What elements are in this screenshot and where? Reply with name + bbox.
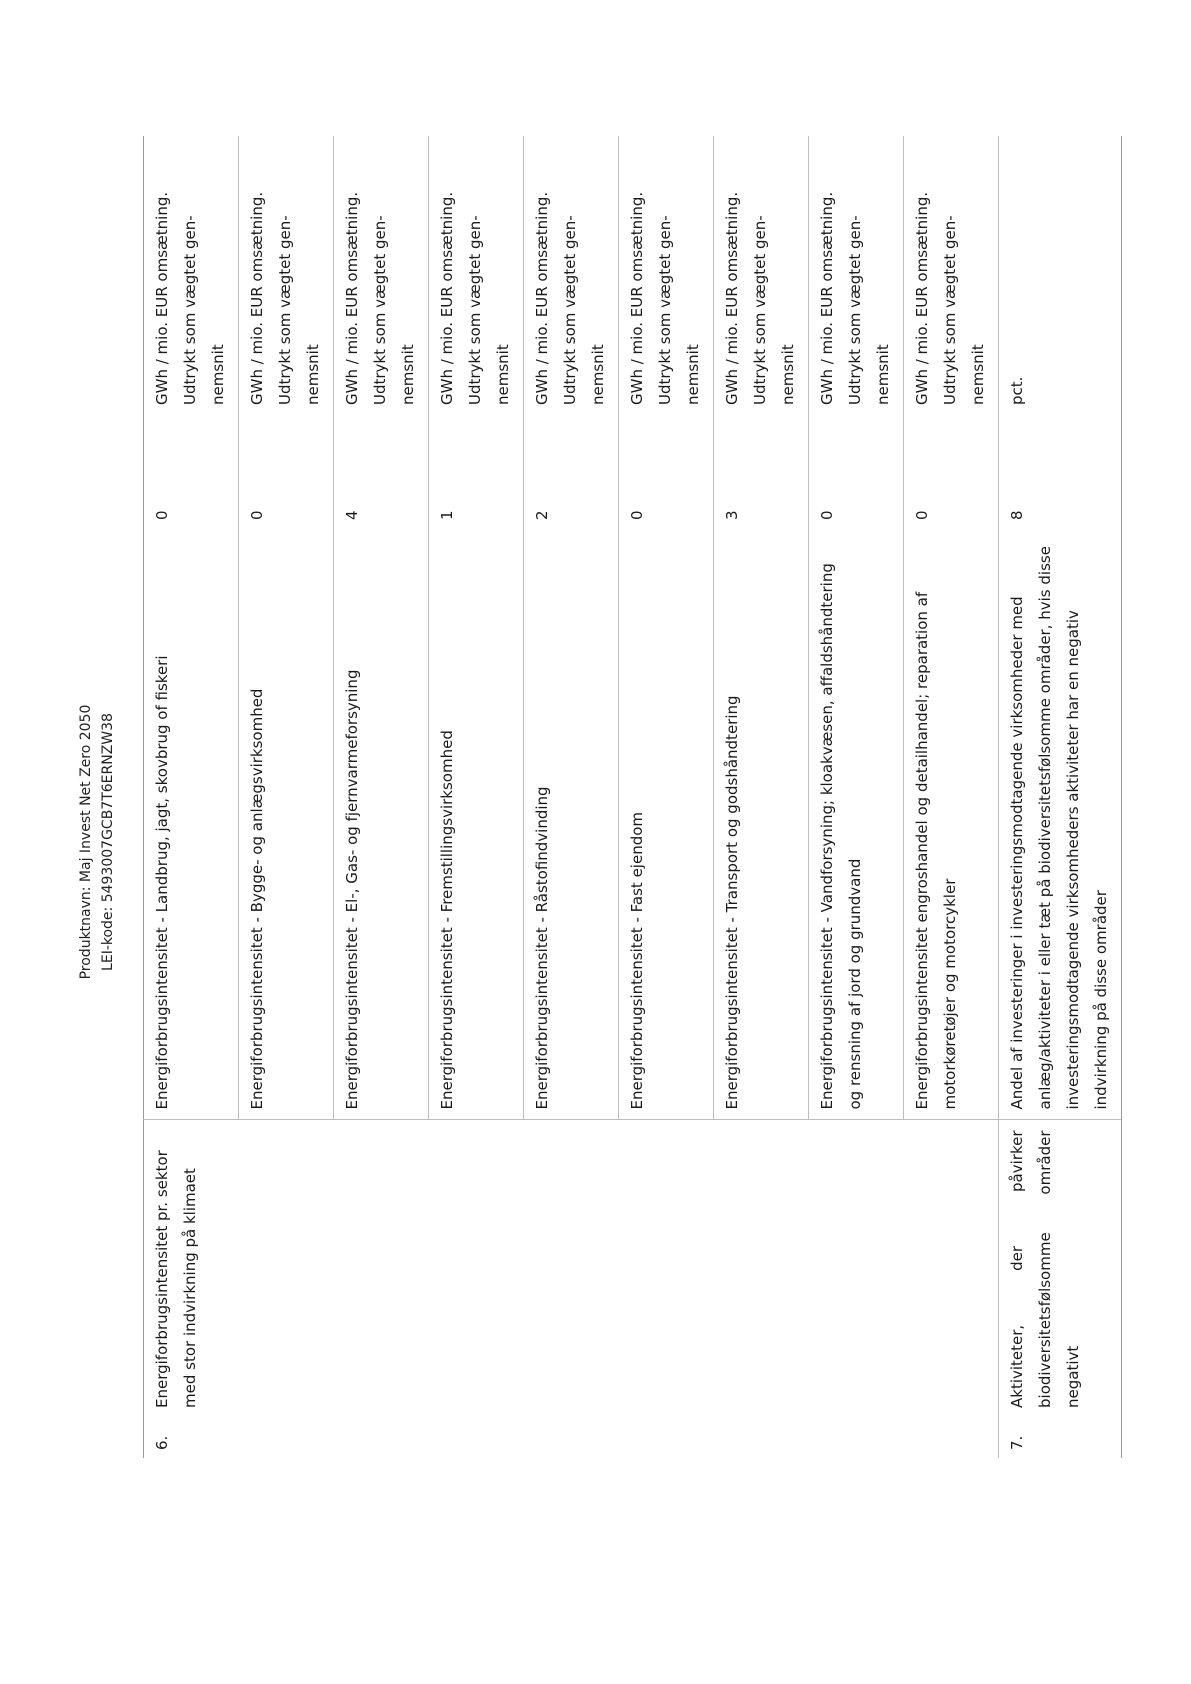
table-row xyxy=(524,136,619,1458)
unit-line: Udtrykt som vægtet gen- xyxy=(276,215,294,405)
metric-unit xyxy=(714,136,809,415)
unit-line: nemsnit xyxy=(494,344,512,405)
unit-line: Udtrykt som vægtet gen- xyxy=(846,215,864,405)
unit-line: Udtrykt som vægtet gen- xyxy=(656,215,674,405)
metric-unit xyxy=(144,136,239,415)
metric-label: Energiforbrugsintensitet - Råstofindvinding xyxy=(524,530,619,1120)
unit-line: nemsnit xyxy=(209,344,227,405)
indicator-number xyxy=(904,1418,999,1458)
unit-line: nemsnit xyxy=(589,344,607,405)
metric-unit xyxy=(999,136,1122,415)
unit-line: Udtrykt som vægtet gen- xyxy=(181,215,199,405)
metric-label: Energiforbrugsintensitet - Landbrug, jagt, skovbrug of fiskeri xyxy=(144,530,239,1120)
indicator-number xyxy=(809,1418,904,1458)
lei-code: LEI-kode: 5493007GCB7T6ERNZW38 xyxy=(100,713,116,971)
unit-line: GWh / mio. EUR omsætning. xyxy=(343,191,361,405)
unit-line: Udtrykt som vægtet gen- xyxy=(371,215,389,405)
table-row xyxy=(429,136,524,1458)
unit-line: Udtrykt som vægtet gen- xyxy=(751,215,769,405)
indicator-name xyxy=(904,1120,999,1418)
table-row xyxy=(619,136,714,1458)
product-name: Produktnavn: Maj Invest Net Zero 2050 xyxy=(78,704,94,980)
unit-line: GWh / mio. EUR omsætning. xyxy=(723,191,741,405)
metric-unit xyxy=(239,136,334,415)
table-row xyxy=(809,136,904,1458)
indicator-number xyxy=(714,1418,809,1458)
unit-line: nemsnit xyxy=(304,344,322,405)
unit-line: GWh / mio. EUR omsætning. xyxy=(628,191,646,405)
metric-label: Energiforbrugsintensitet - El-, Gas- og fjernvarmeforsyning xyxy=(334,530,429,1120)
unit-line: nemsnit xyxy=(684,344,702,405)
table-row xyxy=(714,136,809,1458)
metric-value: 0 xyxy=(904,415,999,530)
unit-line: nemsnit xyxy=(874,344,892,405)
metric-unit xyxy=(334,136,429,415)
unit-line: Udtrykt som vægtet gen- xyxy=(466,215,484,405)
indicator-name xyxy=(809,1120,904,1418)
unit-line: Udtrykt som vægtet gen- xyxy=(941,215,959,405)
metric-value: 8 xyxy=(999,415,1122,530)
metric-value: 1 xyxy=(429,415,524,530)
table-row xyxy=(904,136,999,1458)
table-row xyxy=(239,136,334,1458)
unit-line: Udtrykt som vægtet gen- xyxy=(561,215,579,405)
indicator-name xyxy=(429,1120,524,1418)
unit-line: GWh / mio. EUR omsætning. xyxy=(913,191,931,405)
unit-line: pct. xyxy=(1008,376,1026,405)
unit-line: nemsnit xyxy=(969,344,987,405)
unit-line: GWh / mio. EUR omsætning. xyxy=(153,191,171,405)
indicator-number xyxy=(524,1418,619,1458)
metric-label: Energiforbrugsintensitet - Bygge- og anlægsvirksomhed xyxy=(239,530,334,1120)
indicator-name xyxy=(524,1120,619,1418)
indicator-number xyxy=(619,1418,714,1458)
indicator-number: 6. xyxy=(144,1418,239,1458)
pai-indicator-table xyxy=(143,136,1122,1458)
metric-label: Energiforbrugsintensitet - Fast ejendom xyxy=(619,530,714,1120)
unit-line: GWh / mio. EUR omsætning. xyxy=(818,191,836,405)
indicator-name xyxy=(619,1120,714,1418)
metric-label: Andel af investeringer i investeringsmodtagende virksomheder med anlæg/aktiviteter i eller tæt på biodiversitetsfølsomme områder, hvis disse investeringsmodtagende virksomheders aktiviteter har en negativ indvirkning på disse områder xyxy=(999,530,1122,1120)
indicator-name: Energiforbrugsintensitet pr. sektor med stor indvirkning på klimaet xyxy=(144,1120,239,1418)
unit-line: GWh / mio. EUR omsætning. xyxy=(438,191,456,405)
metric-value: 3 xyxy=(714,415,809,530)
indicator-name xyxy=(714,1120,809,1418)
indicator-name xyxy=(334,1120,429,1418)
metric-value: 2 xyxy=(524,415,619,530)
indicator-name: Aktiviteter, der påvirker biodiversitetsfølsomme områder negativt xyxy=(999,1120,1122,1418)
table-row xyxy=(144,136,239,1458)
metric-value: 0 xyxy=(619,415,714,530)
metric-unit xyxy=(904,136,999,415)
indicator-number xyxy=(334,1418,429,1458)
metric-unit xyxy=(524,136,619,415)
unit-line: GWh / mio. EUR omsætning. xyxy=(248,191,266,405)
table-row xyxy=(999,136,1122,1458)
metric-label: Energiforbrugsintensitet - Vandforsyning; kloakvæsen, affaldshåndtering og rensning af jord og grundvand xyxy=(809,530,904,1120)
unit-line: GWh / mio. EUR omsætning. xyxy=(533,191,551,405)
indicator-number xyxy=(239,1418,334,1458)
indicator-number xyxy=(429,1418,524,1458)
metric-value: 4 xyxy=(334,415,429,530)
metric-unit xyxy=(809,136,904,415)
metric-value: 0 xyxy=(809,415,904,530)
table-body xyxy=(144,136,1122,1458)
unit-line: nemsnit xyxy=(779,344,797,405)
metric-label: Energiforbrugsintensitet engroshandel og detailhandel; reparation af motorkøretøjer og motorcykler xyxy=(904,530,999,1120)
metric-value: 0 xyxy=(144,415,239,530)
unit-line: nemsnit xyxy=(399,344,417,405)
metric-label: Energiforbrugsintensitet - Fremstillingsvirksomhed xyxy=(429,530,524,1120)
indicator-number: 7. xyxy=(999,1418,1122,1458)
metric-unit xyxy=(429,136,524,415)
metric-label: Energiforbrugsintensitet - Transport og godshåndtering xyxy=(714,530,809,1120)
metric-unit xyxy=(619,136,714,415)
table-row xyxy=(334,136,429,1458)
indicator-name xyxy=(239,1120,334,1418)
metric-value: 0 xyxy=(239,415,334,530)
